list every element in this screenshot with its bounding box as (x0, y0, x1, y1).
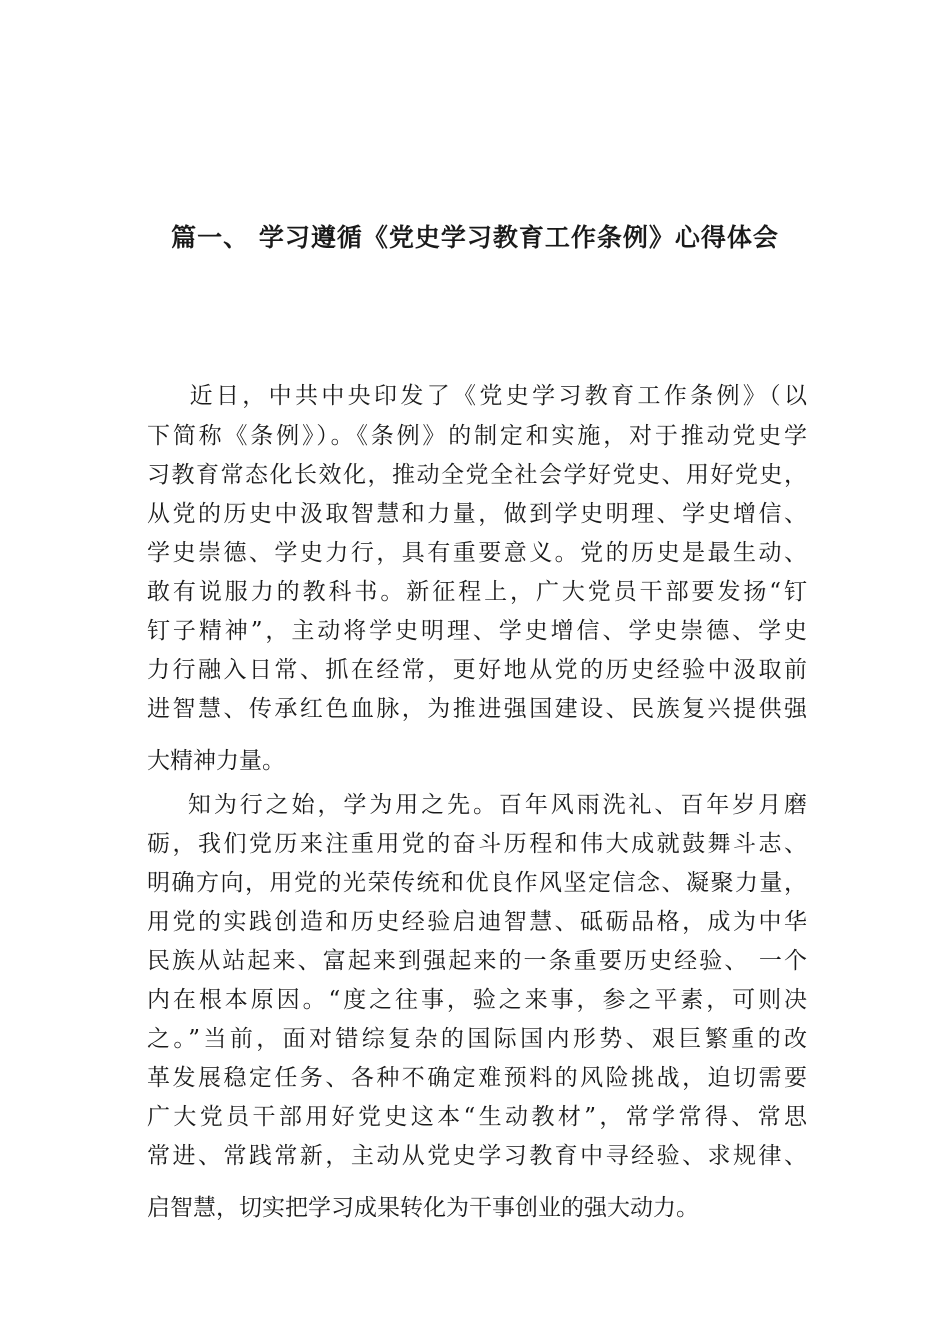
paragraph-line: 知为行之始，学为用之先。百年风雨洗礼、百年岁月磨 (147, 792, 807, 818)
paragraph-line: 民族从站起来、富起来到强起来的一条重要历史经验、 一个 (147, 948, 807, 974)
paragraph-line: 广大党员干部用好党史这本“生动教材”，常学常得、常思 (147, 1104, 807, 1130)
document-title: 篇一、 学习遵循《党史学习教育工作条例》心得体会 (171, 223, 779, 252)
paragraph-line: 之。”当前，面对错综复杂的国际国内形势、艰巨繁重的改 (147, 1026, 807, 1052)
paragraph-line: 习教育常态化长效化，推动全党全社会学好党史、用好党史， (147, 462, 807, 488)
paragraph-line: 大精神力量。 (147, 748, 285, 774)
paragraph-line: 下简称《条例》）。《条例》的制定和实施，对于推动党史学 (147, 423, 807, 449)
paragraph-line: 砺，我们党历来注重用党的奋斗历程和伟大成就鼓舞斗志、 (147, 831, 807, 857)
paragraph-line: 用党的实践创造和历史经验启迪智慧、砥砺品格，成为中华 (147, 909, 807, 935)
paragraph-line: 内在根本原因。“度之往事，验之来事，参之平素，可则决 (147, 987, 807, 1013)
paragraph-line: 敢有说服力的教科书。新征程上，广大党员干部要发扬“钉 (147, 579, 807, 605)
paragraph-line: 常进、常践常新，主动从党史学习教育中寻经验、求规律、 (147, 1143, 807, 1169)
paragraph-line: 革发展稳定任务、各种不确定难预料的风险挑战，迫切需要 (147, 1065, 807, 1091)
paragraph-line: 近日，中共中央印发了《党史学习教育工作条例》（以 (147, 383, 807, 409)
paragraph-line: 学史崇德、学史力行，具有重要意义。党的历史是最生动、 (147, 540, 807, 566)
paragraph-line: 力行融入日常、抓在经常，更好地从党的历史经验中汲取前 (147, 657, 807, 683)
paragraph-line: 进智慧、传承红色血脉，为推进强国建设、民族复兴提供强 (147, 696, 807, 722)
paragraph-line: 启智慧，切实把学习成果转化为干事创业的强大动力。 (147, 1195, 699, 1221)
paragraph-line: 从党的历史中汲取智慧和力量，做到学史明理、学史增信、 (147, 501, 807, 527)
paragraph-line: 明确方向，用党的光荣传统和优良作风坚定信念、凝聚力量， (147, 870, 807, 896)
paragraph-line: 钉子精神”，主动将学史明理、学史增信、学史崇德、学史 (147, 618, 807, 644)
